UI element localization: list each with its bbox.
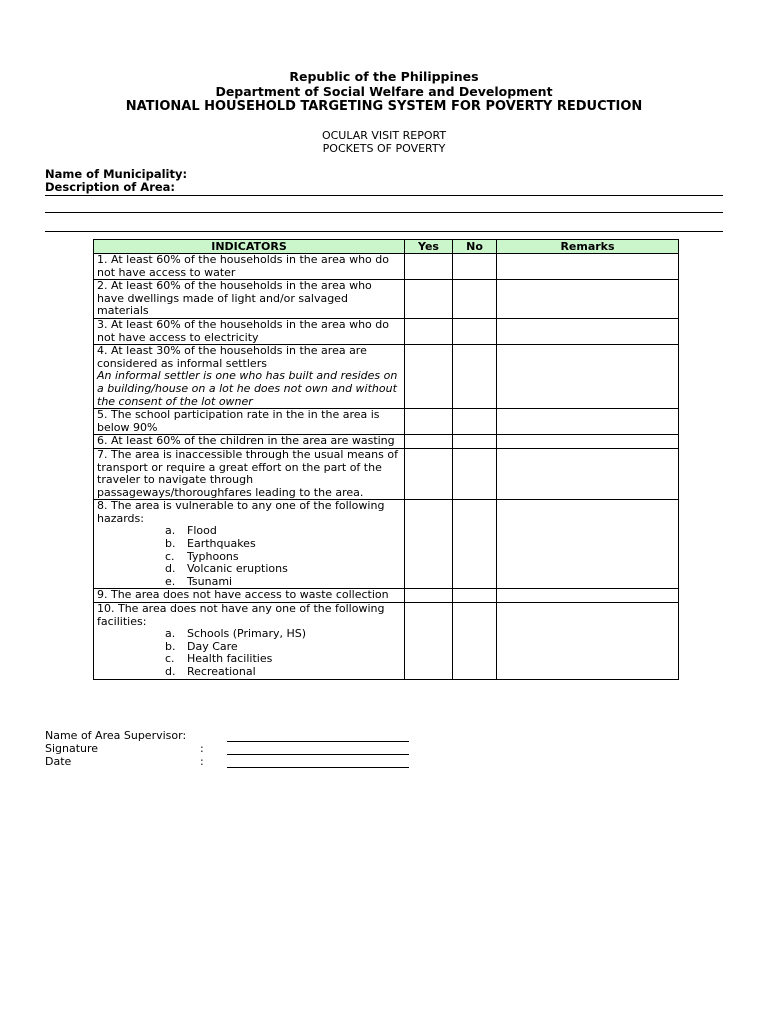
indicator-text: 7. The area is inaccessible through the usual means of transport or require a great effort on the part of the traveler to navigate through passageways/thoroughfares leading to the area.: [97, 447, 398, 499]
no-cell[interactable]: [453, 318, 497, 344]
indicator-text: 5. The school participation rate in the in the area is below 90%: [97, 408, 380, 434]
indicators-header: INDICATORS: [94, 240, 405, 254]
supervisor-label: Name of Area Supervisor:: [45, 729, 187, 742]
indicator-text: 3. At least 60% of the households in the area who do not have access to electricity: [97, 317, 389, 344]
remarks-cell[interactable]: [497, 318, 679, 344]
yes-cell[interactable]: [405, 318, 453, 344]
no-cell[interactable]: [453, 409, 497, 435]
no-cell[interactable]: [453, 435, 497, 449]
yes-cell[interactable]: [405, 448, 453, 499]
indicator-text: 1. At least 60% of the households in the area who do not have access to water: [97, 253, 389, 279]
table-row: [94, 254, 679, 280]
indicator-cell: [94, 500, 405, 589]
yes-cell[interactable]: [405, 500, 453, 589]
facility-item: b. Day Care: [165, 639, 238, 653]
table-row: [94, 435, 679, 449]
indicator-cell: [94, 435, 405, 449]
table-row: [94, 318, 679, 344]
no-cell[interactable]: [453, 603, 497, 680]
table-row: [94, 409, 679, 435]
header-system-name: NATIONAL HOUSEHOLD TARGETING SYSTEM FOR POVERTY REDUCTION: [125, 99, 643, 114]
remarks-cell[interactable]: [497, 409, 679, 435]
indicator-text: 9. The area does not have access to waste collection: [97, 588, 389, 602]
area-description-line-2: [45, 212, 723, 213]
supervisor-line[interactable]: [227, 741, 409, 742]
hazard-item: a. Flood: [165, 524, 217, 538]
yes-header: Yes: [405, 240, 453, 254]
no-cell[interactable]: [453, 448, 497, 499]
remarks-cell[interactable]: [497, 435, 679, 449]
date-line[interactable]: [227, 767, 409, 768]
area-description-label: Description of Area:: [45, 180, 176, 194]
remarks-cell[interactable]: [497, 345, 679, 409]
remarks-cell[interactable]: [497, 280, 679, 319]
yes-cell[interactable]: [405, 280, 453, 319]
hazard-item: b. Earthquakes: [165, 537, 256, 551]
no-cell[interactable]: [453, 589, 497, 603]
indicator-text: 6. At least 60% of the children in the area are wasting: [97, 434, 395, 448]
no-header: No: [453, 240, 497, 254]
table-row: [94, 500, 679, 589]
indicator-cell: [94, 318, 405, 344]
table-row: [94, 589, 679, 603]
indicator-cell: [94, 448, 405, 499]
remarks-cell[interactable]: [497, 254, 679, 280]
yes-cell[interactable]: [405, 435, 453, 449]
facility-item: c. Health facilities: [165, 652, 273, 666]
indicator-text: 10. The area does not have any one of the following facilities:: [97, 602, 385, 628]
report-title: OCULAR VISIT REPORT: [321, 129, 447, 142]
remarks-cell[interactable]: [497, 448, 679, 499]
date-label: Date: [45, 755, 72, 768]
indicator-cell: [94, 589, 405, 603]
yes-cell[interactable]: [405, 603, 453, 680]
indicator-text: 4. At least 30% of the households in the area are considered as informal settlers: [97, 344, 367, 370]
no-cell[interactable]: [453, 254, 497, 280]
yes-cell[interactable]: [405, 254, 453, 280]
hazard-item: c. Typhoons: [165, 549, 239, 563]
area-description-line-3: [45, 231, 723, 232]
indicator-cell: [94, 254, 405, 280]
remarks-cell[interactable]: [497, 603, 679, 680]
table-row: [94, 448, 679, 499]
municipality-label: Name of Municipality:: [45, 167, 188, 181]
remarks-header: Remarks: [497, 240, 679, 254]
indicator-cell: [94, 345, 405, 409]
indicator-text: 8. The area is vulnerable to any one of the following hazards:: [97, 499, 385, 525]
no-cell[interactable]: [453, 345, 497, 409]
indicators-header-row: [94, 240, 679, 254]
yes-cell[interactable]: [405, 589, 453, 603]
yes-cell[interactable]: [405, 409, 453, 435]
header-country: Republic of the Philippines: [289, 69, 479, 84]
table-row: [94, 280, 679, 319]
yes-cell[interactable]: [405, 345, 453, 409]
date-colon: :: [200, 755, 204, 768]
remarks-cell[interactable]: [497, 589, 679, 603]
signature-label: Signature: [45, 742, 99, 755]
table-row: [94, 345, 679, 409]
signature-colon: :: [200, 742, 204, 755]
facility-item: d. Recreational: [165, 665, 256, 678]
indicator-cell: [94, 280, 405, 319]
no-cell[interactable]: [453, 280, 497, 319]
indicator-cell: [94, 409, 405, 435]
indicators-table: [93, 239, 679, 680]
indicator-cell: [94, 603, 405, 680]
no-cell[interactable]: [453, 500, 497, 589]
report-subtitle: POCKETS OF POVERTY: [322, 142, 446, 155]
table-row: [94, 603, 679, 680]
hazard-item: e. Tsunami: [165, 574, 233, 588]
facility-item: a. Schools (Primary, HS): [165, 627, 307, 641]
header-department: Department of Social Welfare and Development: [215, 84, 553, 99]
informal-settler-definition: An informal settler is one who has built and resides on a building/house on a lot he does not own and without the consent of the lot owner: [97, 369, 398, 408]
signature-line[interactable]: [227, 754, 409, 755]
indicator-text: 2. At least 60% of the households in the area who have dwellings made of light and/or salvaged materials: [97, 279, 372, 318]
remarks-cell[interactable]: [497, 500, 679, 589]
hazard-item: d. Volcanic eruptions: [165, 562, 288, 576]
area-description-line-1: [45, 195, 723, 196]
